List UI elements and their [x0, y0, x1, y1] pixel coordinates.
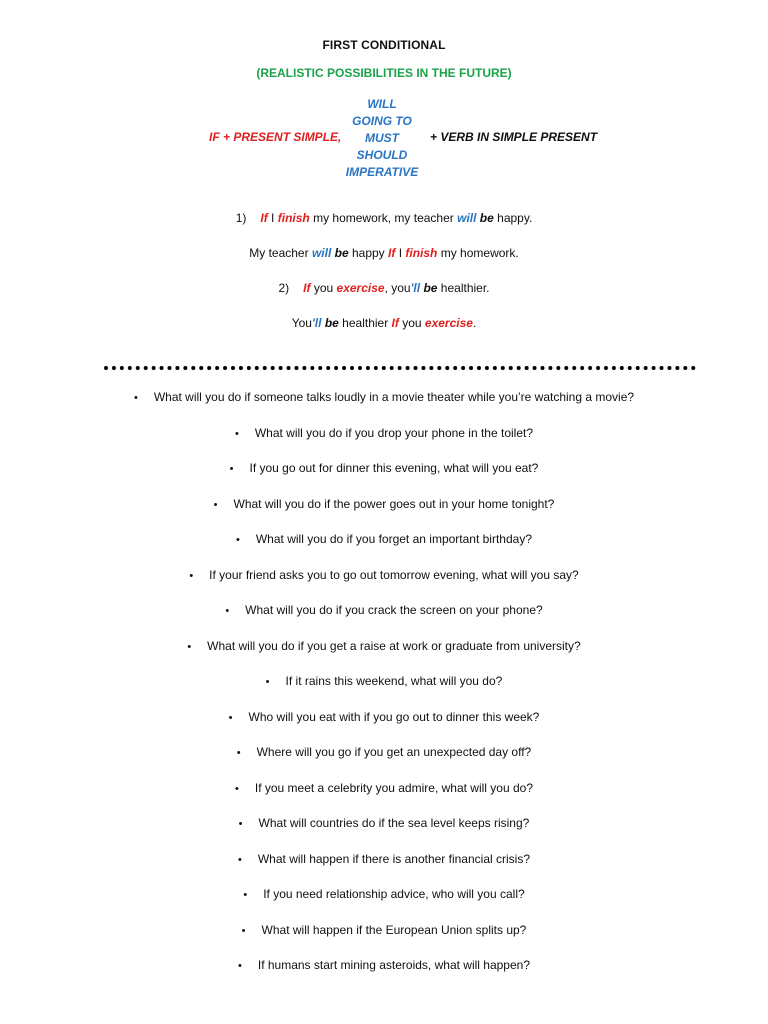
bullet-icon: •: [213, 499, 218, 511]
example-sentence: [0, 316, 768, 330]
bullet-icon: •: [235, 783, 239, 795]
highlight-verb: be: [334, 246, 349, 260]
bullet-icon: •: [234, 428, 239, 440]
sentence-text: you: [398, 316, 425, 330]
bullet-icon: •: [243, 889, 248, 901]
question-item: [0, 781, 768, 795]
question-text: Where will you go if you get an unexpected day off?: [256, 745, 532, 759]
sentence-text: My teacher: [249, 246, 312, 260]
highlight-if-clause: finish: [277, 211, 310, 225]
question-text: What will you do if someone talks loudly in a movie theater while you’re watching a movie?: [153, 390, 635, 404]
sentence-text: happy: [348, 246, 389, 260]
sentence-text: You: [291, 316, 312, 330]
question-item: [0, 568, 768, 582]
highlight-if-clause: exercise: [336, 281, 385, 295]
question-text: What will you do if the power goes out in your home tonight?: [233, 497, 555, 511]
formula-modal-option: WILL: [367, 97, 397, 111]
highlight-if-clause: If: [388, 246, 396, 260]
example-sentence: [0, 211, 768, 225]
formula-main-clause: + VERB IN SIMPLE PRESENT: [430, 130, 598, 144]
question-text: What will you do if you drop your phone in the toilet?: [254, 426, 534, 440]
highlight-verb: be: [479, 211, 494, 225]
question-item: [0, 816, 768, 830]
sentence-text: my homework, my teacher: [309, 211, 458, 225]
bullet-icon: •: [225, 605, 230, 617]
question-text: What will happen if the European Union splits up?: [261, 923, 527, 937]
highlight-modal: will: [311, 246, 332, 260]
formula-modal-option: GOING TO: [352, 114, 412, 128]
question-text: What will you do if you crack the screen on your phone?: [245, 603, 543, 617]
question-item: [0, 532, 768, 546]
sentence-text: my homework.: [437, 246, 519, 260]
dotted-divider: [104, 366, 696, 370]
bullet-icon: •: [189, 570, 194, 582]
highlight-verb: be: [324, 316, 339, 330]
example-sentence: [0, 246, 768, 260]
sentence-text: happy.: [493, 211, 533, 225]
highlight-if-clause: finish: [405, 246, 438, 260]
bullet-icon: •: [133, 392, 138, 404]
bullet-icon: •: [241, 925, 246, 937]
highlight-verb: be: [423, 281, 438, 295]
sentence-text: healthier.: [437, 281, 490, 295]
highlight-if-clause: If: [391, 316, 399, 330]
question-text: If humans start mining asteroids, what will happen?: [257, 958, 530, 972]
question-text: What will countries do if the sea level keeps rising?: [258, 816, 530, 830]
sentence-text: .: [472, 316, 477, 330]
question-item: [0, 426, 768, 440]
question-text: Who will you eat with if you go out to dinner this week?: [248, 710, 540, 724]
question-item: [0, 461, 768, 475]
question-item: [0, 639, 768, 653]
bullet-icon: •: [238, 960, 242, 972]
formula-block: [0, 96, 768, 186]
question-text: What will you do if you get a raise at work or graduate from university?: [207, 639, 581, 653]
question-item: [0, 710, 768, 724]
question-text: If it rains this weekend, what will you do?: [285, 674, 503, 688]
question-item: [0, 923, 768, 937]
example-sentence: [0, 281, 768, 295]
page-title: FIRST CONDITIONAL: [322, 38, 446, 52]
highlight-modal: will: [457, 211, 477, 225]
question-item: [0, 958, 768, 972]
sentence-text: I: [267, 211, 278, 225]
bullet-icon: •: [238, 818, 243, 830]
question-text: If you meet a celebrity you admire, what will you do?: [254, 781, 533, 795]
highlight-if-clause: If: [260, 211, 268, 225]
question-text: If you go out for dinner this evening, what will you eat?: [249, 461, 539, 475]
example-number: 1): [235, 211, 247, 225]
question-item: [0, 745, 768, 759]
question-item: [0, 674, 768, 688]
question-text: If your friend asks you to go out tomorrow evening, what will you say?: [209, 568, 579, 582]
question-text: What will happen if there is another financial crisis?: [257, 852, 530, 866]
question-item: [0, 497, 768, 511]
bullet-icon: •: [229, 463, 234, 475]
formula-if-clause: IF + PRESENT SIMPLE,: [209, 130, 342, 144]
bullet-icon: •: [238, 854, 242, 866]
formula-modal-option: SHOULD: [356, 148, 408, 162]
sentence-text: you: [310, 281, 337, 295]
page-subtitle: (REALISTIC POSSIBILITIES IN THE FUTURE): [256, 66, 512, 80]
highlight-if-clause: If: [303, 281, 311, 295]
bullet-icon: •: [236, 747, 241, 759]
bullet-icon: •: [187, 641, 192, 653]
question-item: [0, 603, 768, 617]
highlight-modal: 'll: [311, 316, 322, 330]
bullet-icon: •: [228, 712, 233, 724]
question-text: What will you do if you forget an important birthday?: [255, 532, 532, 546]
example-number: 2): [278, 281, 290, 295]
formula-modal-option: IMPERATIVE: [345, 165, 419, 179]
sentence-text: , you: [384, 281, 411, 295]
formula-modal-option: MUST: [365, 131, 399, 145]
sentence-text: I: [395, 246, 406, 260]
bullet-icon: •: [236, 534, 240, 546]
highlight-modal: 'll: [410, 281, 421, 295]
bullet-icon: •: [265, 676, 270, 688]
question-item: [0, 390, 768, 404]
question-item: [0, 852, 768, 866]
question-item: [0, 887, 768, 901]
highlight-if-clause: exercise: [424, 316, 473, 330]
question-text: If you need relationship advice, who will you call?: [263, 887, 525, 901]
sentence-text: healthier: [338, 316, 392, 330]
formula-modal-stack: [332, 96, 432, 181]
